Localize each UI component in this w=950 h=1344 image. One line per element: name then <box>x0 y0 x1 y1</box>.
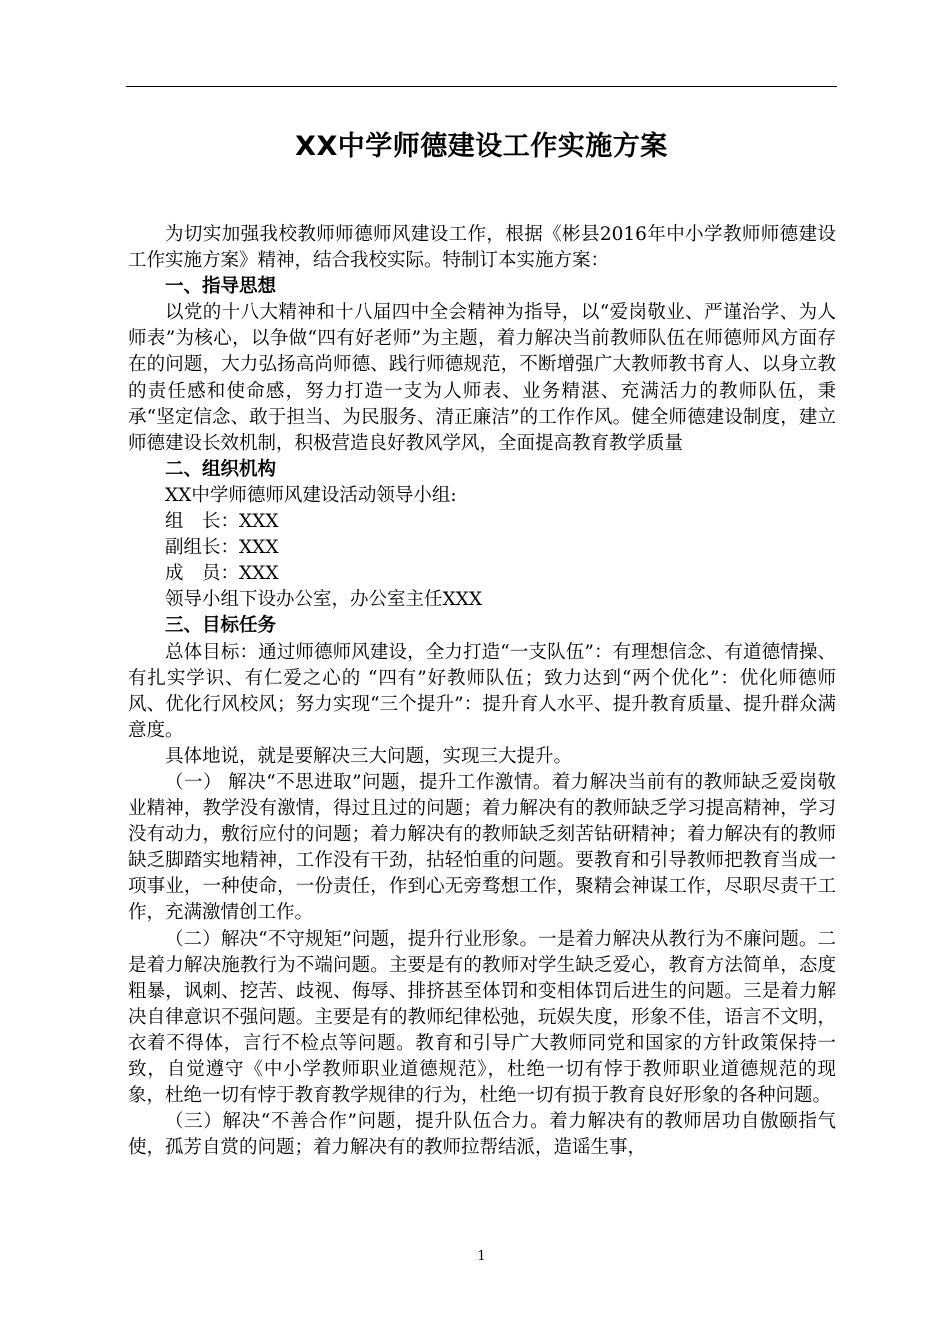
document-body <box>128 222 836 1161</box>
overall-goal-paragraph: 总体目标：通过师德师风建设，全力打造“一支队伍”：有理想信念、有道德情操、有扎实学识、有仁爱之心的 “四有”好教师队伍；致力达到“两个优化”：优化师德师风、优化行风校风；努力实现“三个提升”：提升育人水平、提升教育质量、提升群众满意度。 <box>128 641 836 741</box>
group-leader-line: 组 长：XXX <box>165 511 279 533</box>
task-two-paragraph: （二）解决“不守规矩”问题，提升行业形象。一是着力解决从教行为不廉问题。二是着力解决施教行为不端问题。主要是有的教师对学生缺乏爱心，教育方法简单，态度粗暴，讽刺、挖苦、歧视、侮辱、排挤甚至体罚和变相体罚后进生的问题。三是着力解决自律意识不强问题。主要是有的教师纪律松弛，玩娱失度，形象不佳，语言不文明，衣着不得体，言行不检点等问题。教育和引导广大教师同党和国家的方针政策保持一致，自觉遵守《中小学教师职业道德规范》，杜绝一切有悖于教师职业道德规范的现象，杜绝一切有悖于教育教学规律的行为，杜绝一切有损于教育良好形象的各种问题。 <box>128 928 836 1107</box>
task-one-paragraph: （一） 解决“不思进取”问题，提升工作激情。着力解决当前有的教师缺乏爱岗敬业精神，教学没有激情，得过且过的问题；着力解决有的教师缺乏学习提高精神，学习没有动力，敷衍应付的问题；着力解决有的教师缺乏刻苦钻研精神；着力解决有的教师缺乏脚踏实地精神，工作没有干劲，拈轻怕重的问题。要教育和引导教师把教育当成一项事业，一种使命，一份责任，作到心无旁骛想工作，聚精会神谋工作，尽职尽责干工作，充满激情创工作。 <box>128 771 836 924</box>
specific-summary-line: 具体地说，就是要解决三大问题，实现三大提升。 <box>165 745 573 767</box>
section-heading-guiding-ideology: 一、指导思想 <box>165 276 277 298</box>
intro-paragraph: 为切实加强我校教师师德师风建设工作，根据《彬县2016年中小学教师师德建设工作实施方案》精神，结合我校实际。特制订本实施方案： <box>128 224 836 272</box>
office-director-line: 领导小组下设办公室，办公室主任XXX <box>165 589 483 611</box>
task-three-paragraph: （三）解决“不善合作”问题，提升队伍合力。着力解决有的教师居功自傲颐指气使，孤芳自赏的问题；着力解决有的教师拉帮结派，造谣生事， <box>128 1111 836 1159</box>
leadership-group-line: XX中学师德师风建设活动领导小组: <box>165 484 457 506</box>
page-number: 1 <box>477 1249 486 1264</box>
section-heading-goals: 三、目标任务 <box>165 615 277 637</box>
deputy-leader-line: 副组长：XXX <box>165 537 279 559</box>
header-rule <box>126 86 837 87</box>
section-heading-organization: 二、组织机构 <box>165 458 277 480</box>
members-line: 成 员：XXX <box>165 563 279 585</box>
guiding-ideology-paragraph: 以党的十八大精神和十八届四中全会精神为指导，以“爱岗敬业、严谨治学、为人师表”为核心，以争做“四有好老师”为主题，着力解决当前教师队伍在师德师风方面存在的问题，大力弘扬高尚师德、践行师德规范，不断增强广大教师教书育人、以身立教的责任感和使命感，努力打造一支为人师表、业务精湛、充满活力的教师队伍，秉承“坚定信念、敢于担当、为民服务、清正廉洁”的工作作风。健全师德建设制度，建立师德建设长效机制，积极营造良好教风学风，全面提高教育教学质量 <box>128 302 836 454</box>
document-title: XX中学师德建设工作实施方案 <box>295 131 668 162</box>
